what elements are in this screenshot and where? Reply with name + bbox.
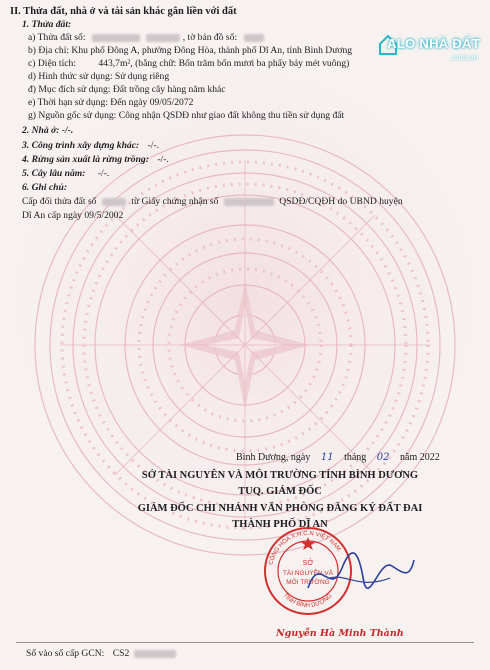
stamp-ring-bottom: TỈNH BÌNH DƯƠNG [281,592,334,610]
register-number-line [26,648,176,659]
signer-name: Nguyễn Hà Minh Thành [276,628,404,639]
map-sheet-label: , tờ bản đồ số: [182,32,238,43]
section-title: II. Thửa đất, nhà ở và tài sản khác gắn liền với đất [10,6,237,17]
watermark-domain: .com.vn [449,53,478,62]
address-line: b) Địa chỉ: Khu phố Đông A, phường Đông Hòa, thành phố Dĩ An, tỉnh Bình Dương [28,45,353,56]
sign-month: 02 [376,452,390,463]
area-label: c) Diện tích: [28,58,76,69]
redacted-parcel-number [102,198,126,206]
for-director: TUQ. GIÁM ĐỐC [238,486,322,497]
footer-divider [16,642,474,643]
notes-heading: 6. Ghi chú: [22,182,68,193]
usage-purpose-line: đ) Mục đích sử dụng: Đất trồng cây hàng năm khác [28,84,226,95]
department-name: SỞ TÀI NGUYÊN VÀ MÔI TRƯỜNG TỈNH BÌNH DƯƠNG [141,470,419,481]
works-label: 3. Công trình xây dựng khác: [22,140,140,151]
note-line-2: Dĩ An cấp ngày 09/5/2002 [22,210,124,221]
note-line-1 [22,196,403,207]
house-line: 2. Nhà ở: -/-. [22,125,74,136]
forest-label: 4. Rừng sản xuất là rừng trồng: [22,154,149,165]
redacted-land-number-b [146,34,180,42]
register-value: CS2 [112,648,130,659]
stamp-inner-1: SỞ [302,560,314,567]
usage-origin-line: g) Nguồn gốc sử dụng: Công nhận QSDĐ như giao đất không thu tiền sử dụng đất [28,110,345,121]
perennial-label: 5. Cây lâu năm: [22,168,86,179]
works-value: -/-. [147,140,160,151]
sign-year: năm 2022 [400,452,440,463]
signature-scribble [300,548,420,603]
watermark-brand: ALO NHÀ ĐẤT [387,36,480,51]
forest-value: -/-. [157,154,169,165]
usage-term-line: e) Thời hạn sử dụng: Đến ngày 09/05/2072 [28,97,194,108]
sign-day: 11 [320,452,334,463]
works-line [22,140,159,151]
branch-director: GIÁM ĐỐC CHI NHÁNH VĂN PHÒNG ĐĂNG KÝ ĐẤT ĐAI [137,503,423,514]
redacted-register-number [134,650,176,658]
forest-line [22,154,169,165]
place-date-label: Bình Dương, ngày [236,452,311,463]
perennial-value: -/-. [97,168,110,179]
redacted-cert-number [224,198,274,206]
perennial-line [22,168,109,179]
register-label: Số vào sổ cấp GCN: [26,648,105,659]
note-part-c: QSDĐ/CQĐH do UBND huyện [279,196,403,207]
land-heading: 1. Thửa đất: [22,19,72,30]
month-label: tháng [344,452,367,463]
area-line [28,58,349,69]
stamp-inner-3: MÔI TRƯỜNG [286,579,330,586]
land-number-label: a) Thửa đất số: [28,32,86,43]
stamp-ring-top: CỘNG HÒA X.H.C.N VIỆT NAM [268,530,342,566]
place-date [236,452,440,463]
branch-city: THÀNH PHỐ DĨ AN [232,519,328,530]
redacted-map-number [244,34,264,42]
note-part-a: Cấp đổi thửa đất số [22,196,97,207]
stamp-inner-2: TÀI NGUYÊN VÀ [282,570,334,577]
usage-form-line: d) Hình thức sử dụng: Sử dụng riêng [28,71,170,82]
area-value: 443,7m², (bằng chữ: Bốn trăm bốn mươi ba phẩy bảy mét vuông) [98,58,350,69]
redacted-land-number [92,34,140,42]
land-number-line [28,32,264,43]
note-part-b: từ Giấy chứng nhận số [131,196,219,207]
